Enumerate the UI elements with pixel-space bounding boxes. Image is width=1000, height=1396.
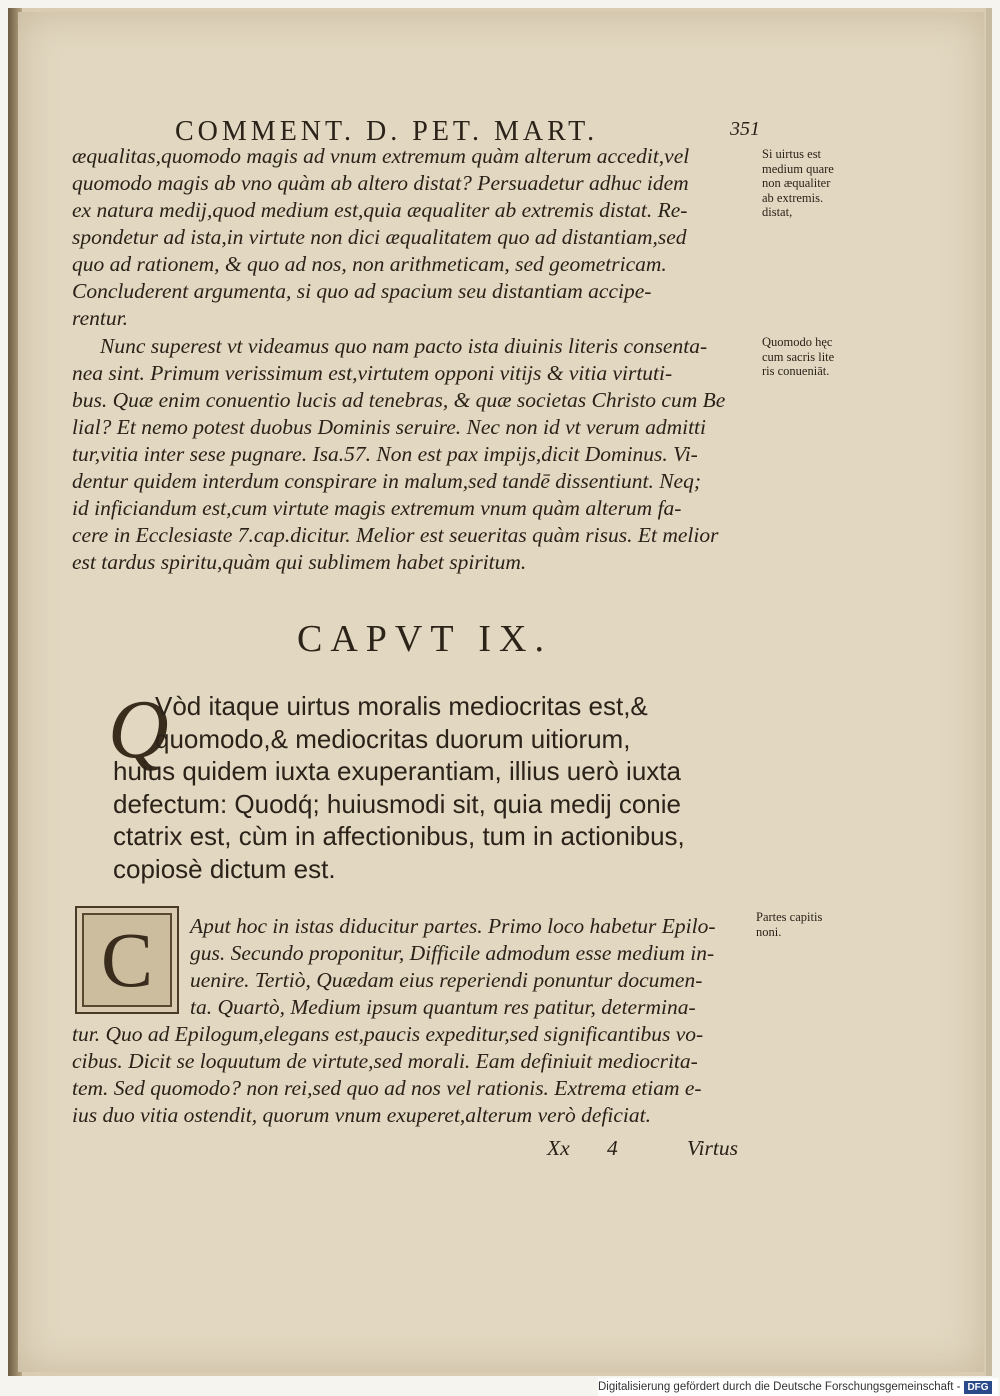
text-line: quomodo,& mediocritas duorum uitiorum, — [155, 723, 631, 754]
text-line: ius duo vitia ostendit, quorum vnum exuperet,alterum verò deficiat. — [72, 1103, 651, 1127]
text-line: tem. Sed quomodo? non rei,sed quo ad nos vel rationis. Extrema etiam e- — [72, 1076, 702, 1100]
digitization-footer — [598, 1378, 998, 1396]
text-line: Aput hoc in istas diducitur partes. Primo loco habetur Epilo- — [190, 914, 716, 938]
catchword: Virtus — [687, 1136, 738, 1160]
text-line: æqualitas,quomodo magis ad vnum extremum quàm alterum accedit,vel — [72, 144, 690, 168]
marginal-line: noni. — [756, 924, 782, 939]
initial-letter-q: Q — [108, 683, 169, 776]
running-head: COMMENT. D. PET. MART. — [175, 116, 599, 147]
text-line: tur. Quo ad Epilogum,elegans est,paucis expeditur,sed significantibus vo- — [72, 1022, 704, 1046]
marginal-note-2 — [762, 335, 834, 379]
text-line: Vòd itaque uirtus moralis mediocritas est,& — [155, 691, 648, 721]
text-line: cibus. Dicit se loquutum de virtute,sed morali. Eam definiuit mediocrita- — [72, 1049, 698, 1073]
text-line: lial? Et nemo potest duobus Dominis seruire. Nec non id vt verum admitti — [72, 415, 706, 439]
paragraph-2 — [72, 333, 760, 576]
text-line: huius quidem iuxta exuperantiam, illius uerò iuxta — [113, 756, 681, 786]
folio-number: 351 — [730, 118, 760, 140]
text-line: Nunc superest vt videamus quo nam pacto ista diuinis literis consenta- — [100, 334, 708, 358]
aristotle-text — [113, 690, 753, 885]
marginal-line: ris conueniāt. — [762, 364, 830, 378]
marginal-note-3 — [756, 910, 822, 939]
text-line: ctatrix est, cùm in affectionibus, tum in actionibus, — [113, 821, 685, 851]
marginal-line: ab extremis. — [762, 190, 824, 205]
paragraph-3 — [72, 913, 760, 1129]
text-line: bus. Quæ enim conuentio lucis ad tenebras, & quæ societas Christo cum Be — [72, 388, 726, 412]
text-line: defectum: Quodq́; huiusmodi sit, quia medij conie — [113, 788, 681, 819]
page-edge — [986, 8, 992, 1376]
chapter-title: CAPVT IX. — [297, 618, 552, 660]
marginal-line: medium quare — [762, 161, 834, 176]
marginal-line: Si uirtus est — [762, 147, 822, 161]
text-line: Concluderent argumenta, si quo ad spacium seu distantiam accipe- — [72, 279, 652, 303]
text-line: dentur quidem interdum conspirare in malum,sed tandē dissentiunt. Neq; — [72, 469, 702, 493]
text-line: ta. Quartò, Medium ipsum quantum res patitur, determina- — [190, 995, 696, 1019]
text-line: nea sint. Primum verissimum est,virtutem opponi vitijs & vitia virtuti- — [72, 361, 673, 385]
text-line: quomodo magis ab vno quàm ab altero distat? Persuadetur adhuc idem — [72, 171, 689, 195]
dfg-logo: DFG — [964, 1381, 991, 1394]
marginal-line: distat, — [762, 205, 793, 219]
text-line: est tardus spiritu,quàm qui sublimem habet spiritum. — [72, 550, 527, 574]
text-line: uenire. Tertiò, Quædam eius reperiendi ponuntur documen- — [190, 968, 703, 992]
text-line: quo ad rationem, & quo ad nos, non arithmeticam, sed geometricam. — [72, 252, 667, 276]
text-line: copiosè dictum est. — [113, 853, 336, 884]
marginal-line: Quomodo hęc — [762, 335, 833, 349]
signature-mark: Xx — [547, 1136, 570, 1160]
signature-number: 4 — [607, 1136, 618, 1160]
text-line: gus. Secundo proponitur, Difficile admodum esse medium in- — [190, 941, 715, 965]
marginal-line: Partes capitis — [756, 910, 823, 924]
marginal-line: non æqualiter — [762, 176, 831, 190]
text-line: cere in Ecclesiaste 7.cap.dicitur. Melior est seueritas quàm risus. Et melior — [72, 523, 719, 547]
marginal-note-1 — [762, 147, 834, 220]
text-line: tur,vitia inter sese pugnare. Isa.57. Non est pax impijs,dicit Dominus. Vi- — [72, 442, 698, 466]
decorated-initial-c: C — [75, 906, 179, 1014]
footer-text: Digitalisierung gefördert durch die Deutsche Forschungsgemeinschaft - — [598, 1381, 961, 1393]
text-line: rentur. — [72, 306, 128, 330]
text-line: ex natura medij,quod medium est,quia æqualiter ab extremis distat. Re- — [72, 198, 688, 222]
paragraph-1 — [72, 143, 760, 332]
marginal-line: cum sacris lite — [762, 349, 835, 364]
text-line: spondetur ad ista,in virtute non dici æqualitatem quo ad distantiam,sed — [72, 225, 687, 249]
text-line: id inficiandum est,cum virtute magis extremum vnum quàm alterum fa- — [72, 496, 682, 520]
